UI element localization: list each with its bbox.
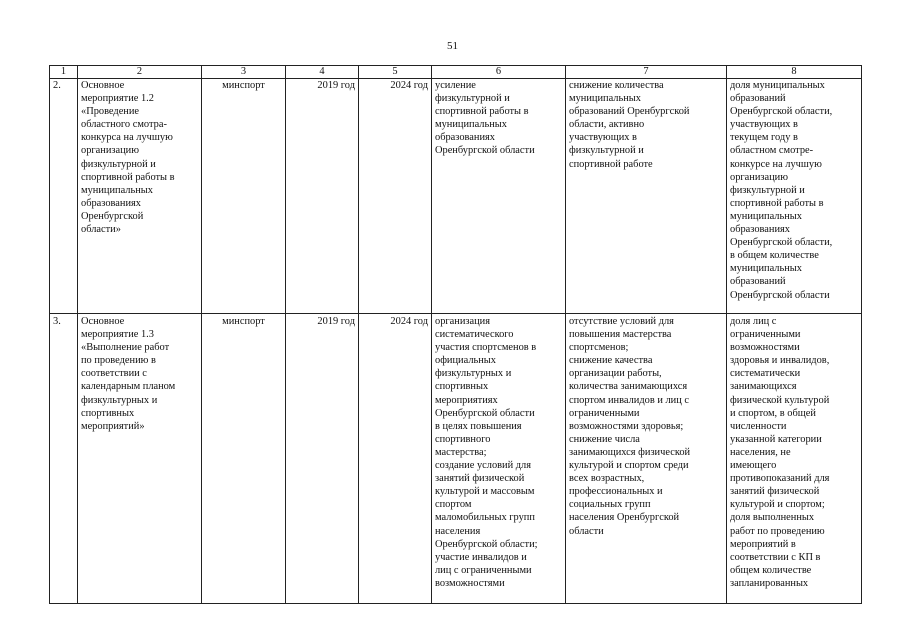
indicator: доля лиц с ограниченными возможностями здоровья и инвалидов, систематически занимающихся физической культурой и спортом, в общей численности указанной категории населения, не имеющего противопоказаний для занятий физической культурой и спортом; доля выполненных работ по проведению мероприятий в соответствии с КП в общем количестве запланированных	[727, 314, 862, 604]
start-year: 2019 год	[286, 314, 359, 604]
table-row	[50, 314, 862, 604]
activity-name: Основное мероприятие 1.2 «Проведение областного смотра- конкурса на лучшую организацию физкультурной и спортивной работы в муниципальных образованиях Оренбургской области»	[78, 79, 202, 314]
measures-table	[49, 65, 862, 604]
row-number: 2.	[50, 79, 78, 314]
column-number-row	[50, 66, 862, 79]
column-header: 6	[432, 66, 566, 79]
page-number: 51	[447, 40, 458, 52]
column-header: 1	[50, 66, 78, 79]
column-header: 4	[286, 66, 359, 79]
column-header: 3	[202, 66, 286, 79]
column-header: 2	[78, 66, 202, 79]
activity-name: Основное мероприятие 1.3 «Выполнение работ по проведению в соответствии с календарным планом физкультурных и спортивных мероприятий»	[78, 314, 202, 604]
row-number: 3.	[50, 314, 78, 604]
column-header: 8	[727, 66, 862, 79]
executor: минспорт	[202, 79, 286, 314]
end-year: 2024 год	[359, 79, 432, 314]
executor: минспорт	[202, 314, 286, 604]
non-implementation-consequence: отсутствие условий для повышения мастерства спортсменов; снижение качества организации работы, количества занимающихся спортом инвалидов и лиц с ограниченными возможностями здоровья; снижение числа занимающихся физической культурой и спортом среди всех возрастных, профессиональных и социальных групп населения Оренбургской области	[566, 314, 727, 604]
expected-result: организация систематического участия спортсменов в официальных физкультурных и спортивных мероприятиях Оренбургской области в целях повышения спортивного мастерства; создание условий для занятий физической культурой и массовым спортом маломобильных групп населения Оренбургской области; участие инвалидов и лиц с ограниченными возможностями	[432, 314, 566, 604]
indicator: доля муниципальных образований Оренбургской области, участвующих в текущем году в областном смотре- конкурсе на лучшую организацию физкультурной и спортивной работы в муниципальных образованиях Оренбургской области, в общем количестве муниципальных образований Оренбургской области	[727, 79, 862, 314]
non-implementation-consequence: снижение количества муниципальных образований Оренбургской области, активно участвующих в физкультурной и спортивной работе	[566, 79, 727, 314]
column-header: 5	[359, 66, 432, 79]
expected-result: усиление физкультурной и спортивной работы в муниципальных образованиях Оренбургской области	[432, 79, 566, 314]
column-header: 7	[566, 66, 727, 79]
end-year: 2024 год	[359, 314, 432, 604]
start-year: 2019 год	[286, 79, 359, 314]
table-row	[50, 79, 862, 314]
